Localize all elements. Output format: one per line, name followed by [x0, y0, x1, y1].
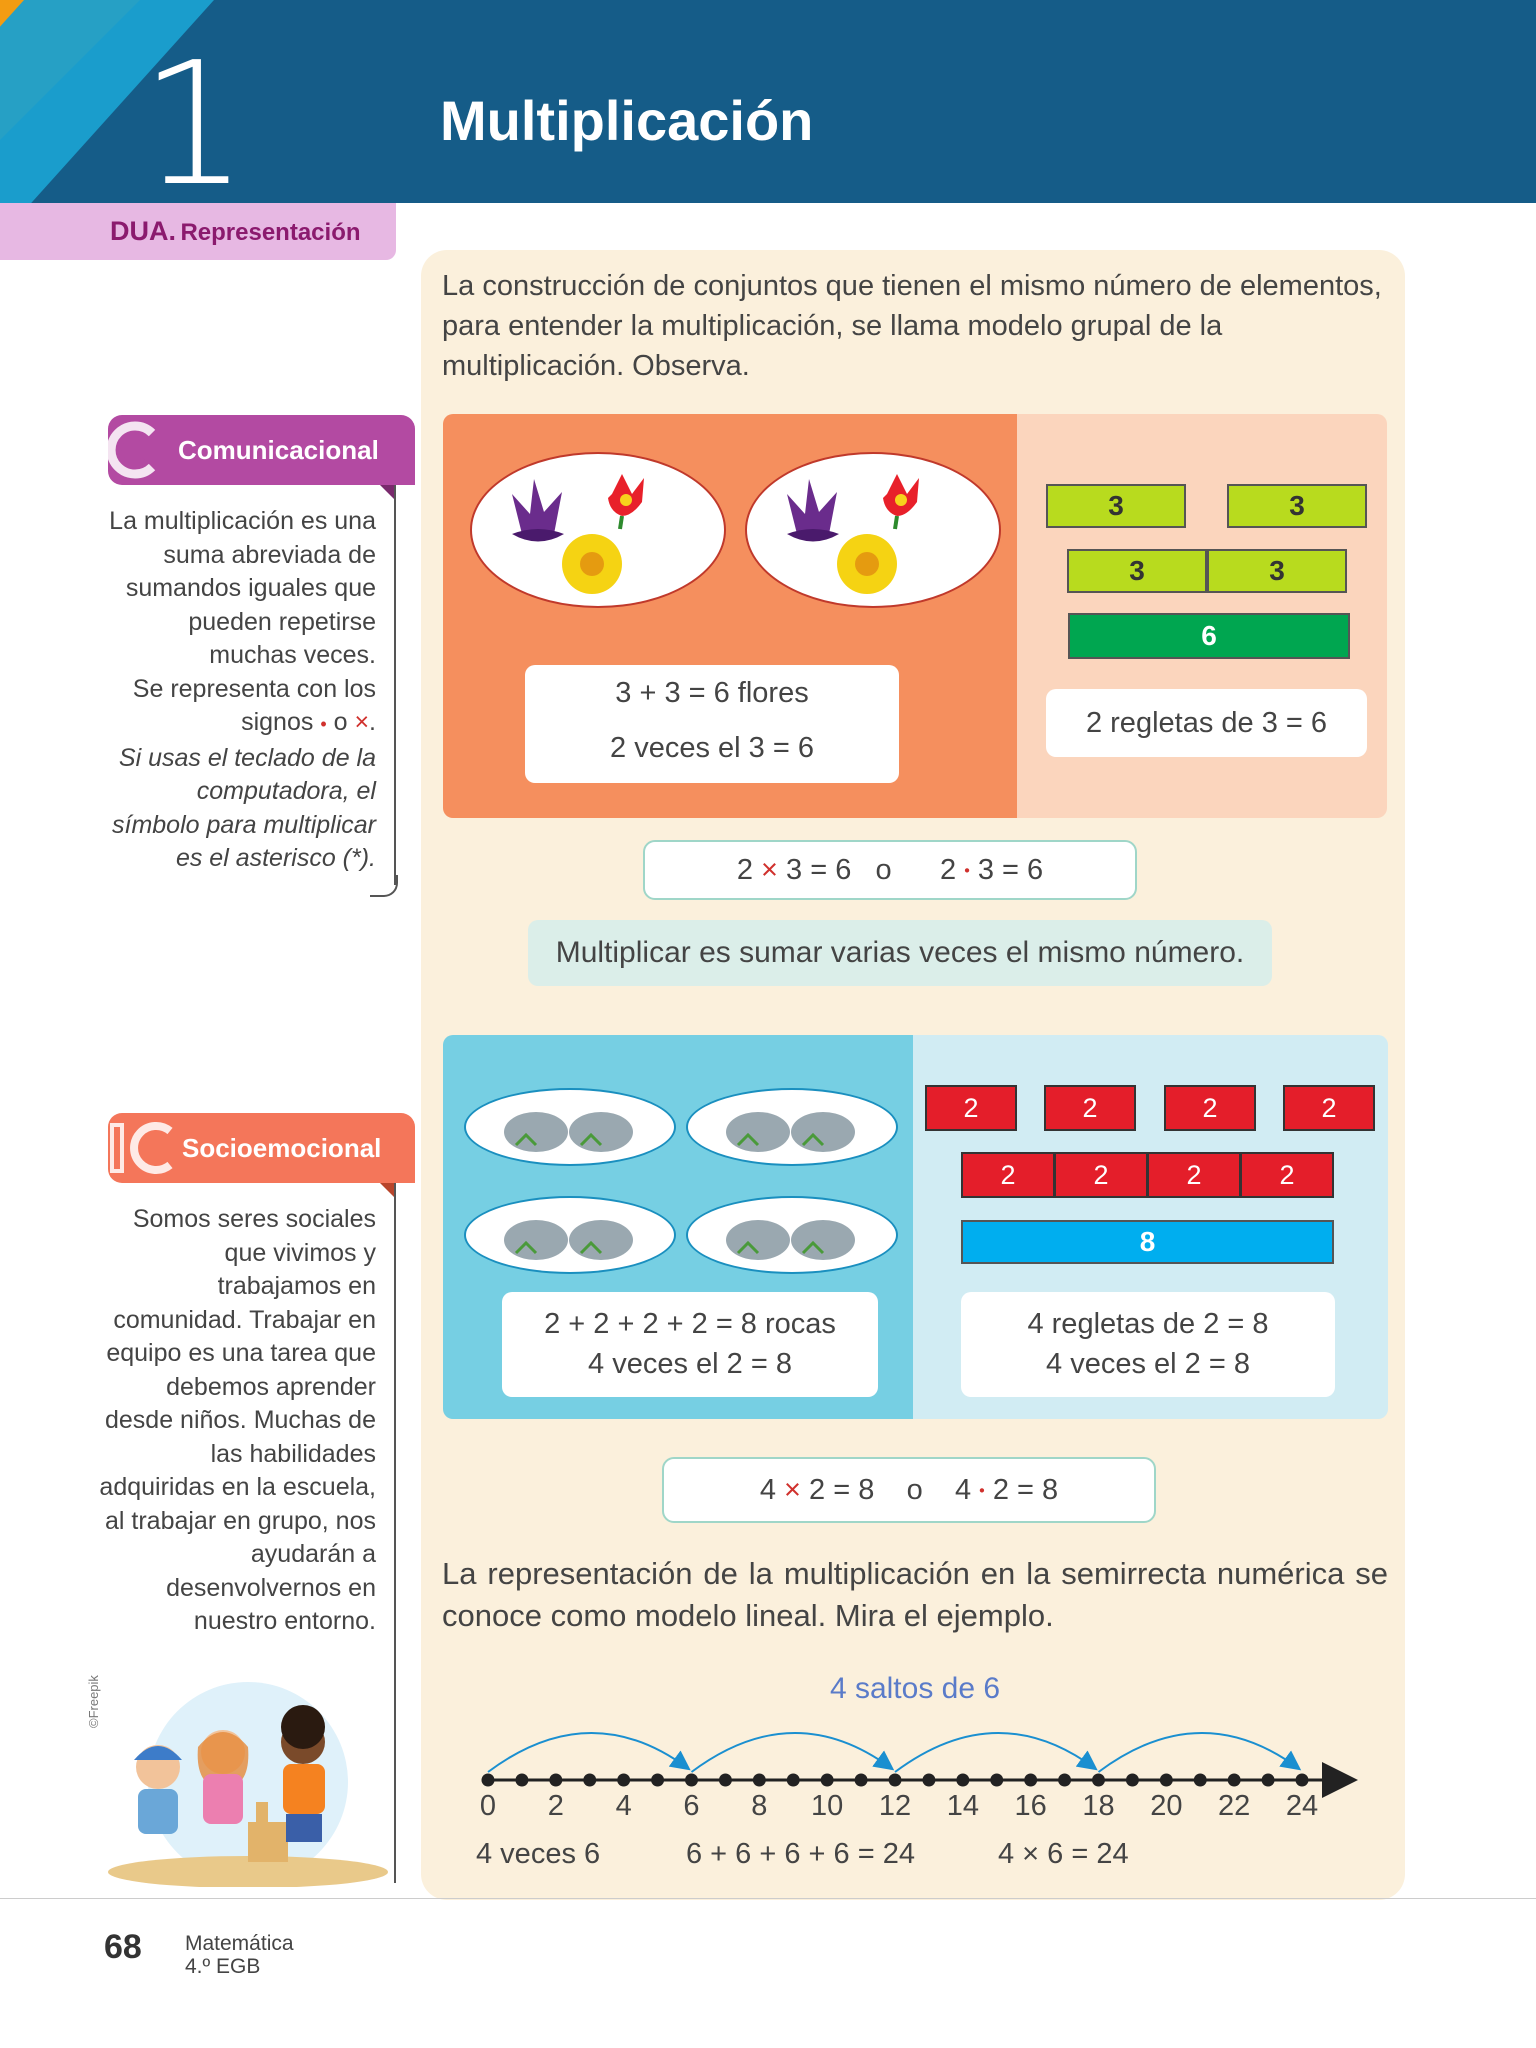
tick-label: 20 [1150, 1790, 1183, 1822]
yellow-flower-icon [562, 534, 622, 594]
rod-2h: 2 [1240, 1152, 1334, 1198]
rock-set-3 [464, 1196, 676, 1274]
dua-title: DUA. [110, 216, 176, 246]
comunicacional-label: Comunicacional [178, 435, 379, 465]
pill2-a: 4 [759, 1474, 776, 1506]
number-line-point [1058, 1774, 1071, 1787]
number-line-point [482, 1774, 495, 1787]
number-line-point [1160, 1774, 1173, 1787]
rod-6: 6 [1068, 613, 1350, 659]
linear-model-text: La representación de la multiplicación en la semirrecta numérica se conoce como modelo lineal. Mira el ejemplo. [442, 1556, 1388, 1633]
dot-sign: • [964, 862, 970, 880]
dua-label [0, 203, 396, 260]
period: . [369, 708, 376, 736]
rod-2b: 2 [1044, 1085, 1136, 1131]
number-line-point [990, 1774, 1003, 1787]
rock-icon [726, 1220, 855, 1260]
rod-8: 8 [961, 1220, 1334, 1264]
rod-2e: 2 [961, 1152, 1055, 1198]
number-line-point [1092, 1774, 1105, 1787]
purple-flower-icon [787, 479, 839, 542]
cross-sign: × [784, 1474, 801, 1506]
number-line-point [583, 1774, 596, 1787]
rod-3c: 3 [1067, 549, 1207, 593]
socioemocional-text: Somos seres sociales que vivimos y trabajamos en comunidad. Trabajar en equipo es una tarea que debemos aprender desde niños. Muchas de las habilidades adquiridas en la escuela, al trabajar en grupo, nos ayudarán a desenvolvernos en nuestro entorno. [99, 1205, 376, 1635]
purple-flower-icon [512, 479, 564, 542]
pill2-o: o [906, 1474, 923, 1506]
rock-set-2 [686, 1088, 898, 1166]
tab-socioemocional [108, 1113, 415, 1183]
yellow-flower-icon [837, 534, 897, 594]
pill1-d: 3 = 6 [977, 854, 1044, 886]
caption-product: 4 × 6 = 24 [998, 1838, 1129, 1870]
intro-text: La construcción de conjuntos que tienen el mismo número de elementos, para entender la multiplicación, se llama modelo grupal de la multiplicación. Observa. [442, 270, 1382, 382]
rock-set-4 [686, 1196, 898, 1274]
rod-2d: 2 [1283, 1085, 1375, 1131]
rock-icon [504, 1220, 633, 1260]
number-line-point [1194, 1774, 1207, 1787]
pill1-b: 3 = 6 [786, 854, 852, 886]
number-line-point [1126, 1774, 1139, 1787]
cross-sign: × [354, 708, 370, 736]
number-line-point [515, 1774, 528, 1787]
rod-2c: 2 [1164, 1085, 1256, 1131]
pill2-d: 2 = 8 [992, 1474, 1059, 1506]
pill1-c: 2 [939, 854, 957, 886]
chapter-header [0, 0, 1536, 203]
number-line-point [1024, 1774, 1037, 1787]
tab-fold [380, 485, 394, 499]
pill1-o: o [875, 854, 892, 886]
flower-set-1 [470, 452, 726, 608]
pill2-b: 2 = 8 [809, 1474, 875, 1506]
equation-pill-1 [643, 840, 1137, 900]
rod-2f: 2 [1054, 1152, 1148, 1198]
tick-label: 6 [683, 1790, 700, 1822]
number-line-point [753, 1774, 766, 1787]
cross-sign: × [761, 854, 778, 886]
flowers-equation-box [525, 665, 899, 783]
number-line-point [922, 1774, 935, 1787]
tick-label: 4 [615, 1790, 632, 1822]
rod-2g: 2 [1147, 1152, 1241, 1198]
rock-icon [726, 1112, 855, 1152]
tab-fold-2 [380, 1183, 394, 1197]
pill2-c: 4 [954, 1474, 972, 1506]
tick-label: 16 [1014, 1790, 1047, 1822]
o-text: o [333, 708, 348, 736]
rod-3d: 3 [1207, 549, 1347, 593]
rod-3a: 3 [1046, 484, 1186, 528]
number-line-point [617, 1774, 630, 1787]
tick-label: 24 [1285, 1790, 1319, 1822]
number-line-point [889, 1774, 902, 1787]
rods-caption-2a: 4 regletas de 2 = 8 [1027, 1308, 1269, 1340]
jump-arcs [488, 1733, 1298, 1772]
page-title: Multiplicación [440, 89, 814, 152]
signs-text-a: Se representa con los [132, 674, 376, 703]
rods-caption-2 [961, 1292, 1335, 1397]
comunicacional-signs [106, 673, 376, 742]
rocks-equation-box [502, 1292, 878, 1397]
tick-labels [440, 1790, 1360, 1830]
dua-subtitle: Representación [180, 219, 361, 246]
number-line-point [1262, 1774, 1275, 1787]
number-line-point [651, 1774, 664, 1787]
rod-2a: 2 [925, 1085, 1017, 1131]
number-line-point [549, 1774, 562, 1787]
rocks-veces: 4 veces el 2 = 8 [588, 1348, 792, 1380]
jump-arc [895, 1733, 1095, 1772]
number-line-point [855, 1774, 868, 1787]
tick-label: 22 [1218, 1790, 1251, 1822]
flower-set-2 [745, 452, 1001, 608]
sidebar-divider-2 [394, 1183, 396, 1883]
red-flower-icon [883, 474, 919, 529]
pill1-a: 2 [736, 854, 753, 886]
bracket-corner [370, 875, 398, 897]
red-flower-icon [608, 474, 644, 529]
dot-sign: • [979, 1482, 985, 1500]
socioemocional-icon [108, 1119, 178, 1177]
rods-caption-1: 2 regletas de 3 = 6 [1046, 689, 1367, 757]
tick-label: 12 [878, 1790, 912, 1822]
tick-label: 2 [547, 1790, 564, 1822]
rod-3b: 3 [1227, 484, 1367, 528]
footer-divider [0, 1898, 1536, 1899]
dot-sign: • [320, 714, 327, 734]
tick-label: 10 [811, 1790, 844, 1822]
caption-sum: 6 + 6 + 6 + 6 = 24 [686, 1838, 915, 1870]
socioemocional-label: Socioemocional [182, 1133, 382, 1163]
rock-icon [504, 1112, 633, 1152]
number-line-point [1296, 1774, 1309, 1787]
number-line-point [787, 1774, 800, 1787]
footer-subject: Matemática [185, 1932, 294, 1955]
signs-text-b: signos [241, 708, 314, 736]
tick-label: 0 [479, 1790, 497, 1822]
page-number: 68 [104, 1928, 142, 1966]
rods-caption-2b: 4 veces el 2 = 8 [1046, 1348, 1250, 1380]
number-line-point [685, 1774, 698, 1787]
footer-grade: 4.º EGB [185, 1955, 261, 1978]
jump-arc [1099, 1733, 1299, 1772]
image-credit: ©Freepik [86, 1675, 101, 1728]
rock-set-1 [464, 1088, 676, 1166]
comunicacional-definition: La multiplicación es una suma abreviada de sumandos iguales que pueden repetirse muchas veces. [109, 507, 376, 669]
number-line-point [719, 1774, 732, 1787]
number-line-point [956, 1774, 969, 1787]
jump-arc [488, 1733, 688, 1772]
tick-label: 18 [1082, 1790, 1115, 1822]
tick-label: 8 [751, 1790, 768, 1822]
equation-pill-2 [662, 1457, 1156, 1523]
definition-banner: Multiplicar es sumar varias veces el mismo número. [528, 920, 1272, 986]
sidebar-divider [394, 485, 396, 885]
keyboard-note: Si usas el teclado de la computadora, el símbolo para multiplicar es el asterisco (*). [112, 743, 376, 872]
tick-label: 14 [946, 1790, 979, 1822]
rocks-sum: 2 + 2 + 2 + 2 = 8 rocas [544, 1308, 836, 1340]
caption-veces: 4 veces 6 [476, 1838, 601, 1870]
number-line-point [821, 1774, 834, 1787]
kids-illustration [86, 1672, 394, 1887]
comunicacional-icon [104, 421, 162, 479]
tab-comunicacional [108, 415, 415, 485]
number-line-point [1228, 1774, 1241, 1787]
jump-label: 4 saltos de 6 [829, 1672, 1001, 1705]
jump-arc [692, 1733, 892, 1772]
flowers-sum: 3 + 3 = 6 flores [615, 677, 809, 709]
comunicacional-text [106, 505, 376, 876]
chapter-number: 1 [140, 26, 249, 203]
flowers-veces: 2 veces el 3 = 6 [610, 732, 814, 764]
